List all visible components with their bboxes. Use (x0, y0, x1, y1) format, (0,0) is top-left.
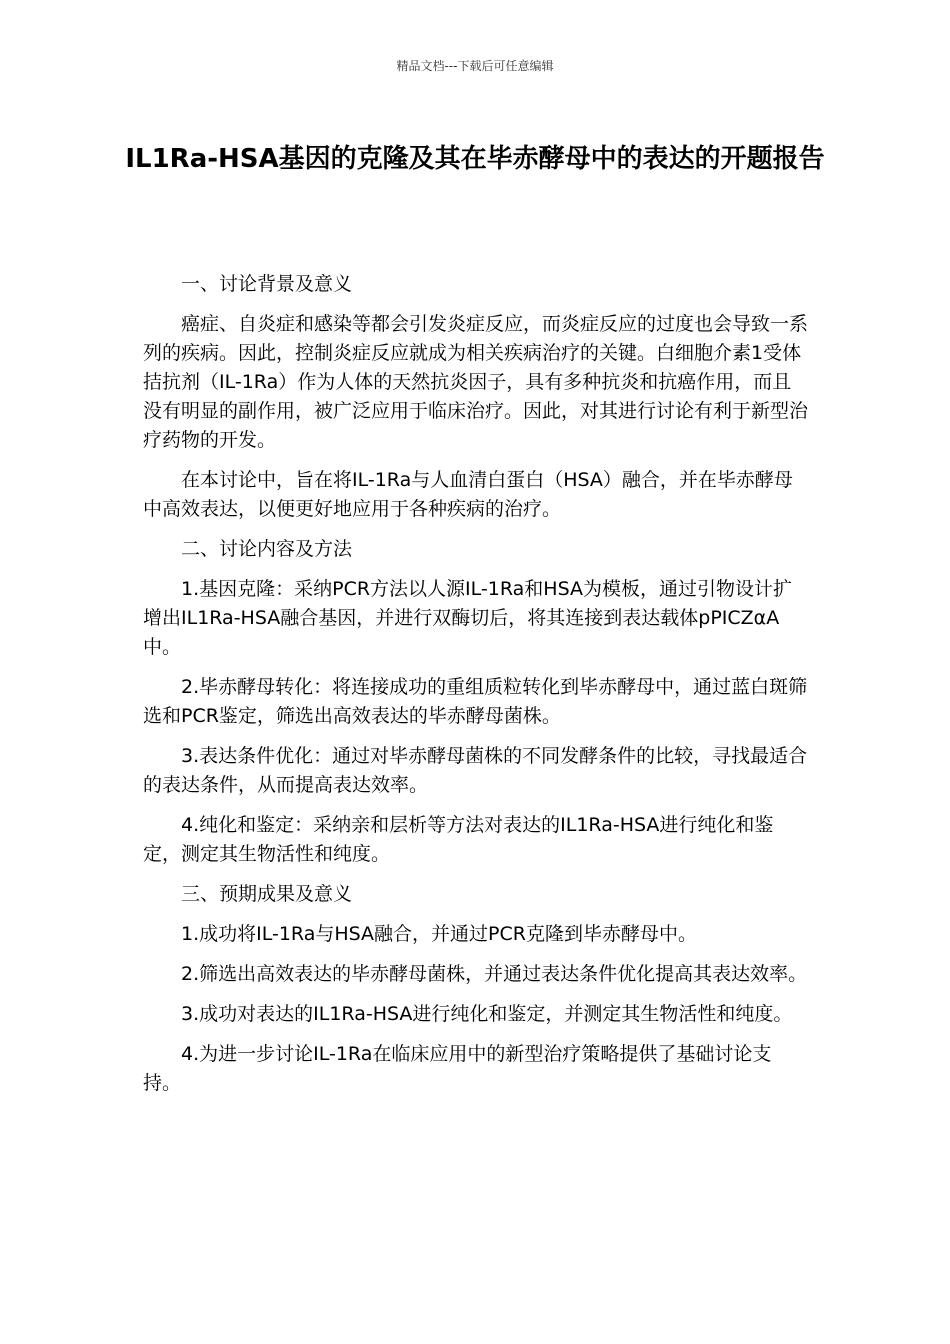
paragraph: 1.成功将IL-1Ra与HSA融合，并通过PCR克隆到毕赤酵母中。 (181, 923, 697, 945)
section-heading-background: 一、讨论背景及意义 (181, 273, 353, 295)
paragraph: 癌症、自炎症和感染等都会引发炎症反应，而炎症反应的过度也会导致一系列的疾病。因此，控制炎症反应就成为相关疾病治疗的关键。白细胞介素1受体拮抗剂（IL-1Ra）作为人体的天然抗炎因子，具有多种抗炎和抗癌作用，而且没有明显的副作用，被广泛应用于临床治疗。因此，对其进行讨论有利于新型治疗药物的开发。 (143, 313, 809, 451)
document-title: IL1Ra-HSA基因的克隆及其在毕赤酵母中的表达的开题报告 (125, 144, 825, 174)
section-heading-methods: 二、讨论内容及方法 (181, 538, 353, 560)
page-header: 精品文档---下载后可任意编辑 (396, 59, 554, 73)
paragraph: 2.毕赤酵母转化：将连接成功的重组质粒转化到毕赤酵母中，通过蓝白斑筛选和PCR鉴定，筛选出高效表达的毕赤酵母菌株。 (143, 676, 808, 727)
document-body (143, 270, 808, 1109)
paragraph: 在本讨论中，旨在将IL-1Ra与人血清白蛋白（HSA）融合，并在毕赤酵母中高效表达，以便更好地应用于各种疾病的治疗。 (143, 469, 793, 520)
paragraph: 3.成功对表达的IL1Ra-HSA进行纯化和鉴定，并测定其生物活性和纯度。 (181, 1003, 793, 1025)
section-heading-outcomes: 三、预期成果及意义 (181, 883, 353, 905)
paragraph: 4.为进一步讨论IL-1Ra在临床应用中的新型治疗策略提供了基础讨论支持。 (143, 1043, 772, 1094)
paragraph: 2.筛选出高效表达的毕赤酵母菌株，并通过表达条件优化提高其表达效率。 (181, 963, 808, 985)
paragraph: 4.纯化和鉴定：采纳亲和层析等方法对表达的IL1Ra-HSA进行纯化和鉴定，测定其生物活性和纯度。 (143, 814, 774, 865)
paragraph: 3.表达条件优化：通过对毕赤酵母菌株的不同发酵条件的比较，寻找最适合的表达条件，从而提高表达效率。 (143, 745, 808, 796)
paragraph: 1.基因克隆：采纳PCR方法以人源IL-1Ra和HSA为模板，通过引物设计扩增出IL1Ra-HSA融合基因，并进行双酶切后，将其连接到表达载体pPICZαA中。 (143, 578, 792, 658)
